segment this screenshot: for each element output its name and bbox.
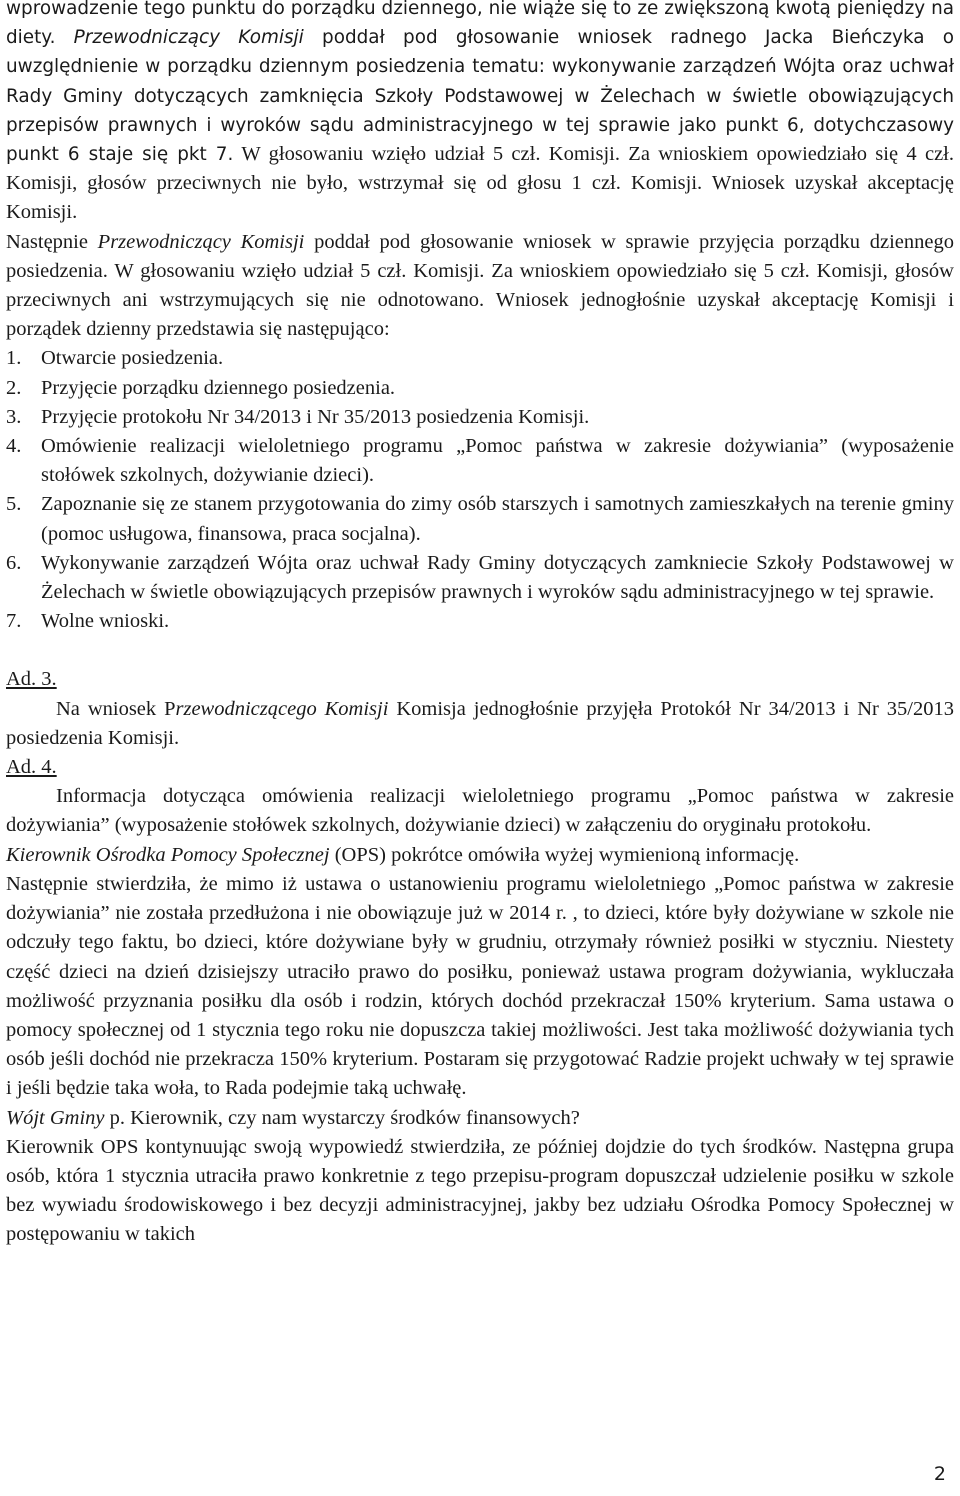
agenda-item (6, 344, 954, 373)
blank-line (6, 636, 954, 665)
agenda-item (6, 607, 954, 636)
agenda-item-number: 4. (6, 435, 22, 458)
ad3-heading: Ad. 3. (6, 668, 57, 691)
section-heading-ad4 (6, 753, 954, 782)
text-run: poddał pod głosowanie wniosek w sprawie przyjęcia porządku dziennego posiedzenia. W głosowaniu wzięło udział 5 czł. Komisji. Za wnioskiem opowiedziało się 5 czł. Komisji, głosów przeciwnych ani wstrzymujących się nie odnotowano. Wniosek jednogłośnie uzyskał akceptację Komisji i porządek dzienny przedstawia się następująco: (6, 230, 954, 341)
agenda-list (6, 344, 954, 636)
text-run: W głosowaniu wzięło udział 5 czł. Komisji. Za wnioskiem opowiedziało się 4 czł. Komisji, głosów przeciwnych nie było, wstrzymał się od głosu 1 czł. Komisji. Wniosek uzyskał akceptację Komisji. (6, 143, 954, 224)
agenda-item (6, 403, 954, 432)
agenda-item (6, 490, 954, 548)
wojt-italic: Wójt Gminy (6, 1106, 105, 1129)
paragraph-ad4-wojt (6, 1104, 954, 1133)
page-number: 2 (933, 1463, 946, 1485)
agenda-item-text: Wolne wnioski. (41, 610, 170, 633)
agenda-item (6, 374, 954, 403)
text-run: Na wniosek P (56, 697, 176, 720)
chairman-italic: Przewodniczący Komisji (73, 27, 304, 49)
ad4-heading: Ad. 4. (6, 756, 57, 779)
text-run: Komisja jednogłośnie przyjęła Protokół Nr 34/2013 i Nr 35/2013 posiedzenia Komisji. (6, 697, 954, 749)
section-heading-ad3 (6, 665, 954, 694)
agenda-item-text: Zapoznanie się ze stanem przygotowania do zimy osób starszych i samotnych zamieszkałych na terenie gminy (pomoc usługowa, finansowa, praca socjalna). (41, 493, 954, 545)
text-run: wprowadzenie tego punktu do porządku dziennego, nie wiąże się to ze zwiększoną kwotą pieniędzy na diety. (6, 0, 954, 49)
paragraph-ad3 (6, 695, 954, 753)
paragraph-ad4-nastepnie: Następnie stwierdziła, że mimo iż ustawa o ustanowieniu programu wieloletniego „Pomoc państwa w zakresie dożywiania” nie została przedłużona i nie obowiązuje już w 2014 r. , to dzieci, które były dożywiane w szkole nie odczuły tego faktu, bo dzieci, które dożywiane były w grudniu, otrzymały również posiłki w styczniu. Niestety część dzieci na dzień dzisiejszy utraciło prawo do posiłku, ponieważ ustawa program dożywiania, wykluczała możliwość przyznania posiłku dla osób i rodzin, których dochód przekraczał 150% kryterium. Sama ustawa o pomocy społecznej od 1 stycznia tego roku nie dopuszcza takiej możliwości. Jest taka możliwość dożywiania tych osób jeśli dochód nie przekracza 150% kryterium. Postaram się przygotować Radzie projekt uchwały w tej sprawie i jeśli będzie taka woła, to Rada podejmie taką uchwałę. (6, 872, 954, 1100)
text-run: Następnie (6, 230, 98, 253)
agenda-item-number: 2. (6, 376, 22, 399)
kierownik-italic: Kierownik Ośrodka Pomocy Społecznej (6, 843, 330, 866)
agenda-item-text: Otwarcie posiedzenia. (41, 347, 224, 370)
agenda-item-text: Przyjęcie protokołu Nr 34/2013 i Nr 35/2013 posiedzenia Komisji. (41, 405, 590, 428)
agenda-item-number: 7. (6, 610, 22, 633)
chairman-italic: rzewodniczącego Komisji (175, 697, 389, 720)
text-run: (OPS) pokrótce omówiła wyżej wymienioną informację. (329, 843, 800, 866)
agenda-item-number: 3. (6, 405, 22, 428)
paragraph-agenda-vote (6, 228, 954, 345)
agenda-item-number: 5. (6, 493, 22, 516)
agenda-item (6, 432, 954, 490)
chairman-italic: Przewodniczący Komisji (97, 230, 305, 253)
agenda-item-number: 1. (6, 347, 22, 370)
agenda-item-text: Przyjęcie porządku dziennego posiedzenia. (41, 376, 396, 399)
document-body (6, 0, 954, 1250)
text-run: poddał pod głosowanie wniosek radnego Jacka Bieńczyka o uwzględnienie w porządku dziennym posiedzenia tematu: wykonywanie zarządzeń Wójta oraz uchwał Rady Gminy dotyczących zamknięcia Szkoły Podstawowej w Żelechach w świetle obowiązujących przepisów prawnych i wyroków sądu administracyjnego w tej sprawie jako punkt 6, dotychczasowy punkt 6 staje się pkt 7. (6, 27, 955, 166)
paragraph-motion-vote (6, 0, 954, 228)
text-run: p. Kierownik, czy nam wystarczy środków finansowych? (104, 1106, 580, 1129)
paragraph-ad4-kierownik (6, 841, 954, 870)
agenda-item-text: Wykonywanie zarządzeń Wójta oraz uchwał Rady Gminy dotyczących zamkniecie Szkoły Podstawowej w Żelechach w świetle obowiązujących przepisów prawnych i wyroków sądu administracyjnego w tej sprawie. (41, 551, 954, 604)
agenda-item-text: Omówienie realizacji wieloletniego programu „Pomoc państwa w zakresie dożywiania” (wyposażenie stołówek szkolnych, dożywianie dzieci). (41, 435, 954, 487)
paragraph-ad4-kierownik-ops: Kierownik OPS kontynuując swoją wypowiedź stwierdziła, ze później dojdzie do tych środków. Następna grupa osób, która 1 stycznia utraciła prawo konkretnie z tego przepisu-program dopuszczał udzielenie posiłku w szkole bez wywiadu środowiskowego i bez decyzji administracyjnej, jakby bez udziału Ośrodka Pomocy Społecznej w postępowaniu w takich (6, 1135, 954, 1246)
agenda-item-number: 6. (6, 551, 22, 574)
agenda-item (6, 549, 954, 607)
paragraph-ad4-info: Informacja dotycząca omówienia realizacji wieloletniego programu „Pomoc państwa w zakresie dożywiania” (wyposażenie stołówek szkolnych, dożywianie dzieci) w załączeniu do oryginału protokołu. (6, 785, 954, 837)
